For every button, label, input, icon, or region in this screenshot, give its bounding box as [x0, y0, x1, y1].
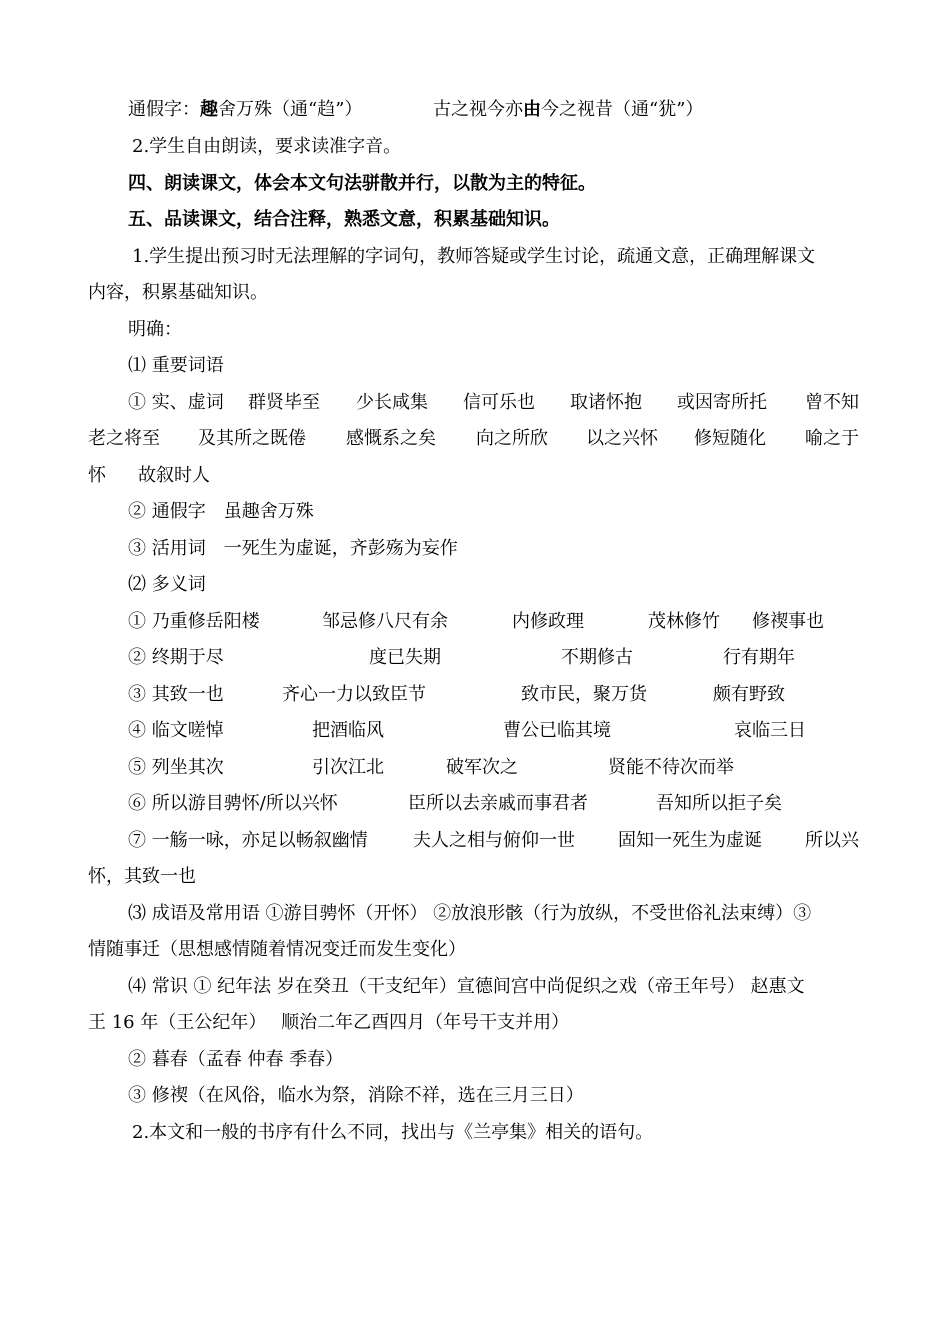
- word-item: 信可乐也: [463, 392, 535, 413]
- question-2: 2.本文和一般的书序有什么不同，找出与《兰亭集》相关的语句。: [132, 1122, 654, 1143]
- polysemy-item: ② 终期于尽: [128, 647, 224, 668]
- subsection-polysemy: ⑵ 多义词: [128, 574, 206, 595]
- polysemy-item: 引次江北: [312, 757, 384, 778]
- polysemy-item: 哀临三日: [734, 720, 806, 741]
- polysemy-row-4: [0, 719, 950, 743]
- polysemy-item: 不期修古: [561, 647, 633, 668]
- word-item: 取诸怀抱: [570, 392, 642, 413]
- tongjia-bold-char: 趣: [200, 99, 218, 120]
- polysemy-item: ① 乃重修岳阳楼: [128, 611, 260, 632]
- common-knowledge-line-1: ⑷ 常识 ① 纪年法 岁在癸丑（干支纪年）宣德间宫中尚促织之戏（帝王年号） 赵惠文: [128, 976, 805, 997]
- polysemy-row-5: [0, 756, 950, 780]
- polysemy-item: ④ 临文嗟悼: [128, 720, 224, 741]
- idioms-line-2: 情随事迁（思想感情随着情况变迁而发生变化）: [88, 939, 466, 960]
- paragraph-1-line-1: 1.学生提出预习时无法理解的字词句，教师答疑或学生讨论，疏通文意，正确理解课文: [132, 246, 816, 267]
- word-item: 怀: [88, 465, 106, 486]
- polysemy-item: 齐心一力以致臣节: [282, 684, 426, 705]
- word-item: 故叙时人: [138, 465, 210, 486]
- polysemy-row-3: [0, 683, 950, 707]
- word-item: 向之所欣: [476, 428, 548, 449]
- polysemy-item: 臣所以去亲戚而事君者: [408, 793, 588, 814]
- polysemy-item: 所以兴: [805, 830, 859, 851]
- polysemy-row-7-cont: 怀，其致一也: [88, 866, 196, 887]
- huoyong-sub: ③ 活用词 一死生为虚诞，齐彭殇为妄作: [128, 538, 458, 559]
- clarify-label: 明确：: [128, 319, 182, 340]
- subsection-important-words: ⑴ 重要词语: [128, 355, 224, 376]
- polysemy-item: 致市民，聚万货: [521, 684, 647, 705]
- late-spring-item: ② 暮春（孟春 仲春 季春）: [128, 1049, 344, 1070]
- word-item: 以之兴怀: [586, 428, 658, 449]
- xiuxi-item: ③ 修禊（在风俗，临水为祭，消除不祥，选在三月三日）: [128, 1085, 584, 1106]
- polysemy-item: 固知一死生为虚诞: [618, 830, 762, 851]
- polysemy-item: ⑤ 列坐其次: [128, 757, 224, 778]
- polysemy-item: 颇有野致: [713, 684, 785, 705]
- polysemy-row-1: [0, 610, 950, 634]
- polysemy-item: 行有期年: [723, 647, 795, 668]
- tongjia-item-2-post: 今之视昔（通“犹”）: [541, 99, 704, 120]
- polysemy-item: ⑦ 一觞一咏，亦足以畅叙幽情: [128, 830, 368, 851]
- polysemy-item: ③ 其致一也: [128, 684, 224, 705]
- polysemy-item: 邹忌修八尺有余: [322, 611, 448, 632]
- word-item: 修短随化: [694, 428, 766, 449]
- polysemy-item: 曹公已临其境: [503, 720, 611, 741]
- polysemy-row-6: [0, 792, 950, 816]
- common-knowledge-line-2: 王 16 年（王公纪年） 顺治二年乙酉四月（年号干支并用）: [88, 1012, 570, 1033]
- polysemy-item: 内修政理: [512, 611, 584, 632]
- word-item: 及其所之既倦: [198, 428, 306, 449]
- word-item: 群贤毕至: [248, 392, 320, 413]
- word-item: 喻之于: [805, 428, 859, 449]
- word-item: ① 实、虚词: [128, 392, 224, 413]
- polysemy-item: ⑥ 所以游目骋怀/所以兴怀: [128, 793, 338, 814]
- tongjia-item-2-pre: 古之视今亦: [433, 99, 523, 120]
- word-item: 老之将至: [88, 428, 160, 449]
- tongjia-sub: ② 通假字 虽趣舍万殊: [128, 501, 314, 522]
- words-row-3: [0, 464, 950, 488]
- polysemy-item: 把酒临风: [312, 720, 384, 741]
- tongjia-line: [128, 98, 828, 122]
- tongjia-bold-char-2: 由: [523, 99, 541, 120]
- section-heading-4: 四、朗读课文，体会本文句法骈散并行，以散为主的特征。: [128, 173, 596, 194]
- word-item: 或因寄所托: [677, 392, 767, 413]
- read-aloud-step: 2.学生自由朗读，要求读准字音。: [132, 136, 402, 157]
- polysemy-item: 吾知所以拒子矣: [656, 793, 782, 814]
- polysemy-row-7: [0, 829, 950, 853]
- word-item: 感慨系之矣: [346, 428, 436, 449]
- section-heading-5: 五、品读课文，结合注释，熟悉文意，积累基础知识。: [128, 209, 560, 230]
- tongjia-item-2: [433, 98, 703, 122]
- tongjia-item-1: [128, 98, 362, 122]
- words-row-2: [0, 427, 950, 451]
- word-item: 曾不知: [805, 392, 859, 413]
- words-row-1: [0, 391, 950, 415]
- idioms-line-1: ⑶ 成语及常用语 ①游目骋怀（开怀） ②放浪形骸（行为放纵，不受世俗礼法束缚）③: [128, 903, 812, 924]
- polysemy-item: 贤能不待次而举: [608, 757, 734, 778]
- paragraph-1-line-2: 内容，积累基础知识。: [88, 282, 268, 303]
- polysemy-item: 度已失期: [369, 647, 441, 668]
- polysemy-item: 修禊事也: [752, 611, 824, 632]
- polysemy-item: 茂林修竹: [648, 611, 720, 632]
- polysemy-row-2: [0, 646, 950, 670]
- polysemy-item: 夫人之相与俯仰一世: [413, 830, 575, 851]
- word-item: 少长咸集: [356, 392, 428, 413]
- polysemy-item: 破军次之: [446, 757, 518, 778]
- tongjia-label: 通假字：: [128, 99, 200, 120]
- tongjia-item-1-text: 舍万殊（通“趋”）: [218, 99, 363, 120]
